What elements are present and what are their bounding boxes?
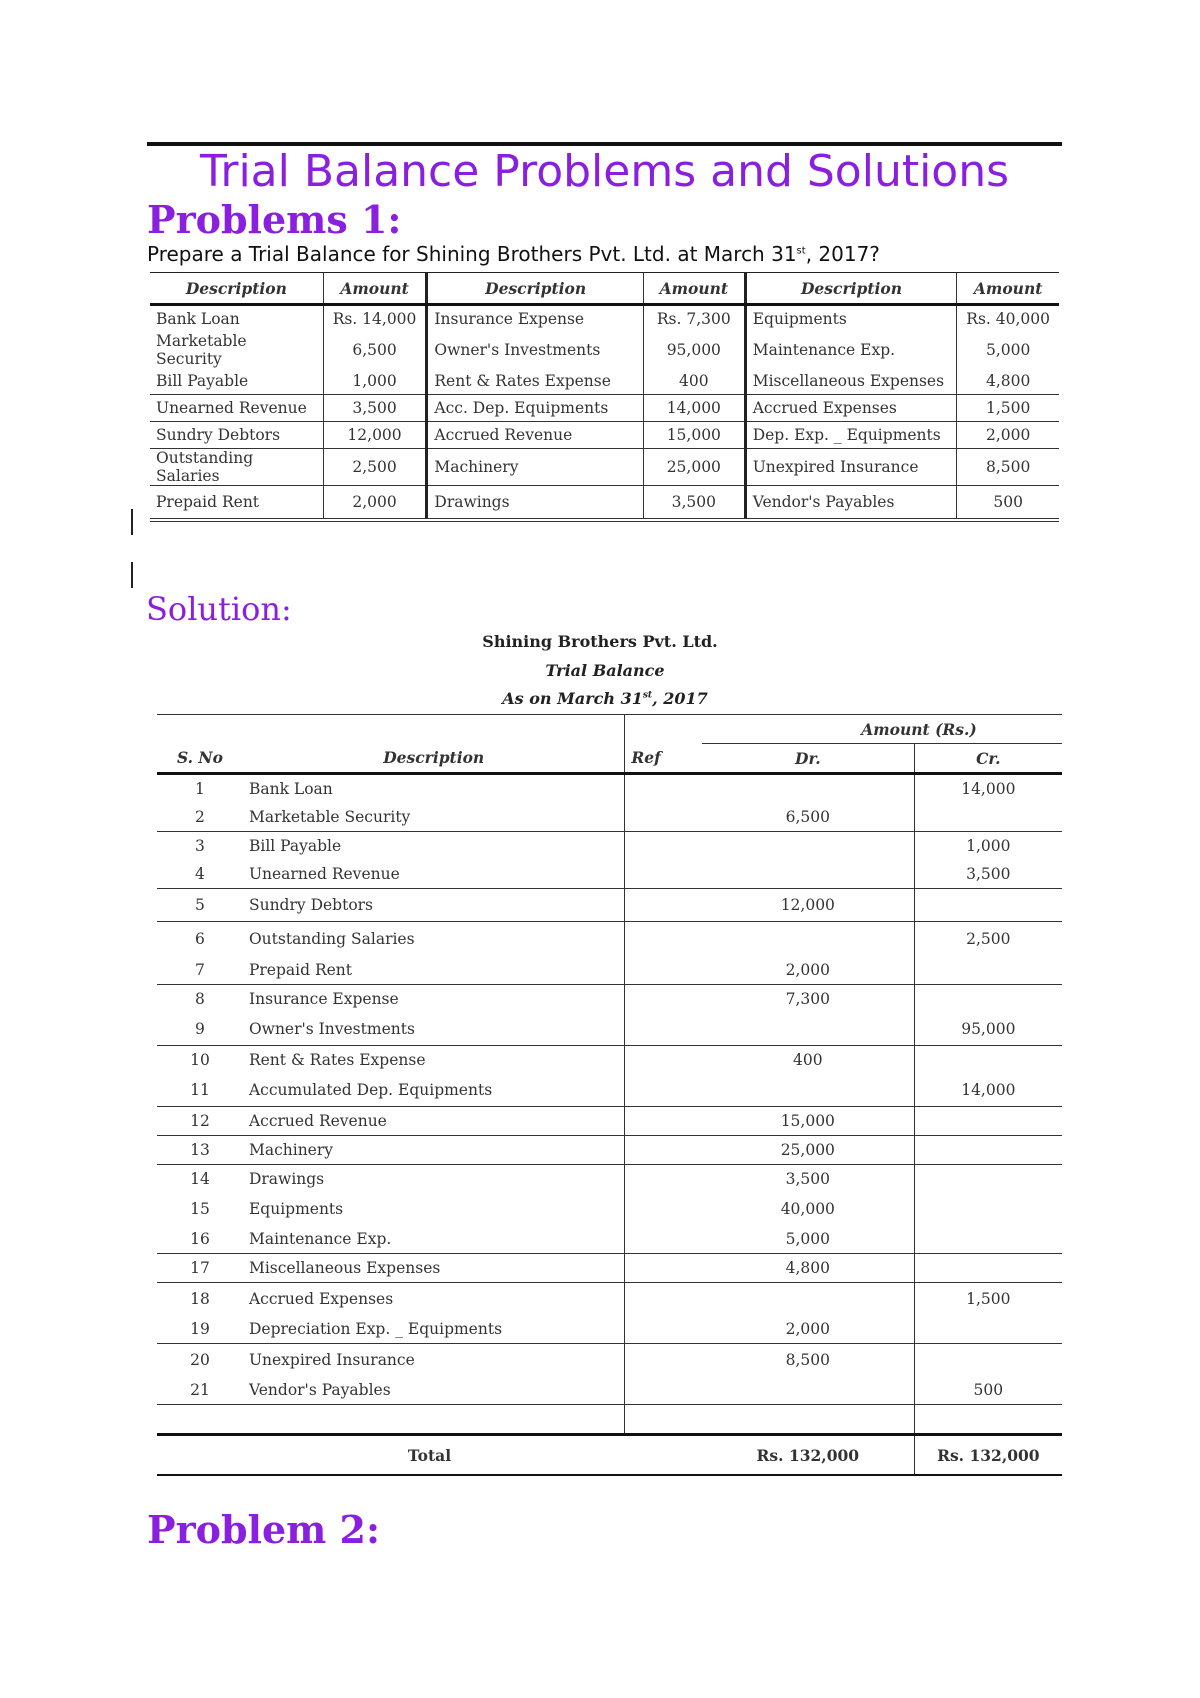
col-header: Description — [150, 273, 323, 305]
total-row — [157, 1435, 1062, 1476]
row-ref — [625, 803, 702, 832]
row-credit: 14,000 — [914, 774, 1062, 804]
row-credit: 14,000 — [914, 1074, 1062, 1107]
col-header: Amount — [957, 273, 1059, 305]
row-number: 10 — [157, 1046, 243, 1075]
row-description: Miscellaneous Expenses — [243, 1254, 625, 1283]
row-credit: 1,000 — [914, 832, 1062, 861]
row-number: 20 — [157, 1344, 243, 1377]
trial-balance-row — [157, 1193, 1062, 1225]
item-amount: 400 — [643, 368, 745, 395]
empty-row — [157, 1405, 1062, 1435]
sno-header: S. No — [177, 748, 223, 768]
item-description: Insurance Expense — [427, 305, 644, 333]
trial-balance-row — [157, 1165, 1062, 1194]
item-description: Outstanding Salaries — [150, 449, 323, 486]
row-number: 2 — [195, 808, 205, 826]
item-amount: 3,500 — [643, 486, 745, 521]
item-description: Prepaid Rent — [150, 486, 323, 521]
trial-balance-row — [157, 985, 1062, 1014]
trial-balance-row — [157, 1074, 1062, 1107]
item-amount: 14,000 — [643, 395, 745, 422]
trial-balance-row — [157, 1107, 1062, 1136]
row-debit: 40,000 — [780, 1200, 835, 1218]
row-credit — [914, 803, 1062, 832]
item-amount: 6,500 — [323, 332, 427, 368]
item-description: Rent & Rates Expense — [427, 368, 644, 395]
row-debit — [702, 832, 914, 861]
row-ref — [625, 1193, 702, 1225]
item-description: Machinery — [427, 449, 644, 486]
row-ref — [625, 1254, 702, 1283]
text-cursor — [131, 562, 133, 588]
row-number: 8 — [157, 985, 243, 1014]
item-amount: 1,000 — [323, 368, 427, 395]
row-ref — [625, 1136, 702, 1165]
row-number: 4 — [195, 865, 205, 883]
row-description: Equipments — [248, 1200, 344, 1218]
row-description: Insurance Expense — [243, 985, 625, 1014]
item-amount: Rs. 14,000 — [323, 305, 427, 333]
row-number: 6 — [157, 922, 243, 957]
row-number: 17 — [157, 1254, 243, 1283]
problem-table-row — [150, 368, 1059, 395]
problem-table-row — [150, 422, 1059, 449]
problem-prompt: Prepare a Trial Balance for Shining Brothers Pvt. Ltd. at March 31st, 2017? — [147, 242, 880, 266]
company-name: Shining Brothers Pvt. Ltd. — [482, 632, 718, 651]
trial-balance-row — [157, 1046, 1062, 1075]
problem-table-row — [150, 305, 1059, 333]
trial-balance-row — [157, 956, 1062, 985]
solution-heading: Solution: — [146, 590, 292, 628]
row-description: Accrued Expenses — [243, 1283, 625, 1316]
row-ref — [625, 860, 702, 889]
trial-balance-row — [157, 1136, 1062, 1165]
row-description: Bill Payable — [243, 832, 625, 861]
item-amount: 4,800 — [957, 368, 1059, 395]
row-description: Drawings — [243, 1165, 625, 1194]
item-description: Bill Payable — [156, 372, 249, 390]
ref-header: Ref — [625, 744, 702, 774]
item-amount: 2,500 — [323, 449, 427, 486]
item-description: Maintenance Exp. — [745, 332, 957, 368]
row-number: 19 — [190, 1320, 210, 1338]
solution-header-row-2 — [157, 744, 1062, 774]
row-description: Sundry Debtors — [243, 889, 625, 922]
item-description: Unexpired Insurance — [745, 449, 957, 486]
row-number: 18 — [157, 1283, 243, 1316]
problem-table-row — [150, 449, 1059, 486]
problem-table-row — [150, 332, 1059, 368]
item-description: Bank Loan — [156, 310, 240, 328]
row-ref — [625, 1344, 702, 1377]
trial-balance-row — [157, 1376, 1062, 1405]
row-ref — [625, 1315, 702, 1344]
row-number: 12 — [157, 1107, 243, 1136]
row-credit — [914, 1107, 1062, 1136]
item-amount: 25,000 — [643, 449, 745, 486]
problem2-heading: Problem 2: — [147, 1507, 381, 1552]
item-description: Accrued Revenue — [427, 422, 644, 449]
row-ref — [625, 1046, 702, 1075]
solution-table — [157, 714, 1062, 1476]
problem1-heading: Problems 1: — [147, 197, 402, 242]
row-credit: 3,500 — [914, 860, 1062, 889]
row-ref — [625, 1107, 702, 1136]
col-header: Amount — [323, 273, 427, 305]
row-ref — [625, 774, 702, 804]
trial-balance-row — [157, 774, 1062, 804]
total-debit: Rs. 132,000 — [702, 1435, 914, 1476]
row-credit — [914, 1165, 1062, 1194]
row-description: Owner's Investments — [248, 1020, 415, 1038]
row-description: Outstanding Salaries — [243, 922, 625, 957]
row-number: 21 — [190, 1381, 210, 1399]
trial-balance-row — [157, 832, 1062, 861]
amount-header: Amount (Rs.) — [702, 715, 1062, 744]
row-ref — [625, 1283, 702, 1316]
row-debit — [702, 1013, 914, 1046]
row-debit: 2,000 — [785, 961, 830, 979]
row-description: Marketable Security — [248, 808, 411, 826]
row-number: 9 — [195, 1020, 205, 1038]
trial-balance-row — [157, 922, 1062, 957]
item-amount: 1,500 — [957, 395, 1059, 422]
row-description: Accrued Revenue — [243, 1107, 625, 1136]
row-description: Unexpired Insurance — [243, 1344, 625, 1377]
row-ref — [625, 1225, 702, 1254]
row-debit: 6,500 — [785, 808, 830, 826]
row-number: 13 — [157, 1136, 243, 1165]
item-description: Vendor's Payables — [745, 486, 957, 521]
item-description: Owner's Investments — [427, 332, 644, 368]
row-number: 15 — [190, 1200, 210, 1218]
row-debit — [702, 1074, 914, 1107]
row-description: Bank Loan — [243, 774, 625, 804]
row-credit — [914, 1315, 1062, 1344]
row-ref — [625, 922, 702, 957]
row-debit: 15,000 — [702, 1107, 914, 1136]
row-ref — [625, 985, 702, 1014]
item-amount: 500 — [957, 486, 1059, 521]
row-debit — [702, 774, 914, 804]
row-credit: 500 — [914, 1376, 1062, 1405]
item-description: Dep. Exp. _ Equipments — [745, 422, 957, 449]
item-description: Unearned Revenue — [150, 395, 323, 422]
row-credit — [914, 889, 1062, 922]
item-description: Sundry Debtors — [150, 422, 323, 449]
row-ref — [625, 1165, 702, 1194]
col-header: Description — [427, 273, 644, 305]
row-description: Rent & Rates Expense — [243, 1046, 625, 1075]
row-credit — [914, 1136, 1062, 1165]
item-amount: 2,000 — [957, 422, 1059, 449]
trial-balance-row — [157, 1283, 1062, 1316]
col-header: Description — [745, 273, 957, 305]
row-debit: 400 — [702, 1046, 914, 1075]
item-description: Miscellaneous Expenses — [745, 368, 957, 395]
row-debit: 12,000 — [702, 889, 914, 922]
problem-table — [150, 272, 1059, 522]
col-header: Amount — [643, 273, 745, 305]
total-credit: Rs. 132,000 — [914, 1435, 1062, 1476]
problem-table-header — [150, 273, 1059, 305]
item-description: Drawings — [427, 486, 644, 521]
row-ref — [625, 889, 702, 922]
trial-balance-row — [157, 803, 1062, 832]
item-description: Accrued Expenses — [745, 395, 957, 422]
item-amount: 95,000 — [643, 332, 745, 368]
desc-header: Description — [383, 748, 485, 768]
row-description: Machinery — [243, 1136, 625, 1165]
row-debit: 25,000 — [702, 1136, 914, 1165]
trial-balance-row — [157, 1254, 1062, 1283]
row-number: 3 — [157, 832, 243, 861]
trial-balance-row — [157, 1315, 1062, 1344]
row-ref — [625, 1376, 702, 1405]
row-ref — [625, 956, 702, 985]
row-credit: 95,000 — [914, 1013, 1062, 1046]
row-credit — [914, 1046, 1062, 1075]
row-credit: 1,500 — [914, 1283, 1062, 1316]
row-credit — [914, 1344, 1062, 1377]
row-description: Accumulated Dep. Equipments — [248, 1081, 493, 1099]
item-amount: 8,500 — [957, 449, 1059, 486]
page-title: Trial Balance Problems and Solutions — [199, 146, 1010, 197]
statement-title: Trial Balance — [545, 661, 665, 680]
row-credit — [914, 1254, 1062, 1283]
row-credit — [914, 956, 1062, 985]
row-debit — [702, 922, 914, 957]
trial-balance-row — [157, 860, 1062, 889]
row-ref — [625, 1074, 702, 1107]
cr-header: Cr. — [914, 744, 1062, 774]
row-credit: 2,500 — [914, 922, 1062, 957]
item-description: Equipments — [745, 305, 957, 333]
row-number: 11 — [190, 1081, 210, 1099]
row-credit — [914, 985, 1062, 1014]
trial-balance-row — [157, 1344, 1062, 1377]
item-amount: 5,000 — [957, 332, 1059, 368]
item-amount: 3,500 — [323, 395, 427, 422]
row-debit: 3,500 — [702, 1165, 914, 1194]
trial-balance-row — [157, 889, 1062, 922]
problem-table-row — [150, 395, 1059, 422]
item-amount: Rs. 40,000 — [957, 305, 1059, 333]
item-amount: 15,000 — [643, 422, 745, 449]
row-debit — [702, 1376, 914, 1405]
row-debit — [702, 860, 914, 889]
item-amount: Rs. 7,300 — [643, 305, 745, 333]
row-description: Depreciation Exp. _ Equipments — [248, 1320, 503, 1338]
row-credit — [914, 1225, 1062, 1254]
item-amount: 2,000 — [323, 486, 427, 521]
row-description: Unearned Revenue — [248, 865, 400, 883]
row-description: Prepaid Rent — [248, 961, 353, 979]
row-debit: 2,000 — [785, 1320, 830, 1338]
text-cursor — [131, 509, 133, 535]
row-debit — [702, 1283, 914, 1316]
row-debit: 5,000 — [785, 1230, 830, 1248]
row-credit — [914, 1193, 1062, 1225]
row-number: 5 — [157, 889, 243, 922]
item-description: Acc. Dep. Equipments — [427, 395, 644, 422]
row-description: Vendor's Payables — [248, 1381, 391, 1399]
total-label: Total — [157, 1435, 702, 1476]
row-ref — [625, 832, 702, 861]
row-number: 7 — [195, 961, 205, 979]
row-debit: 7,300 — [702, 985, 914, 1014]
row-number: 16 — [190, 1230, 210, 1248]
problem-table-row — [150, 486, 1059, 521]
row-description: Maintenance Exp. — [248, 1230, 392, 1248]
item-amount: 12,000 — [323, 422, 427, 449]
solution-header-row-1 — [157, 715, 1062, 744]
trial-balance-row — [157, 1013, 1062, 1046]
row-number: 14 — [157, 1165, 243, 1194]
dr-header: Dr. — [702, 744, 914, 774]
row-number: 1 — [157, 774, 243, 804]
statement-date: As on March 31st, 2017 — [502, 689, 708, 708]
item-description: Marketable Security — [156, 332, 247, 368]
row-ref — [625, 1013, 702, 1046]
row-debit: 8,500 — [702, 1344, 914, 1377]
row-debit: 4,800 — [702, 1254, 914, 1283]
trial-balance-row — [157, 1225, 1062, 1254]
